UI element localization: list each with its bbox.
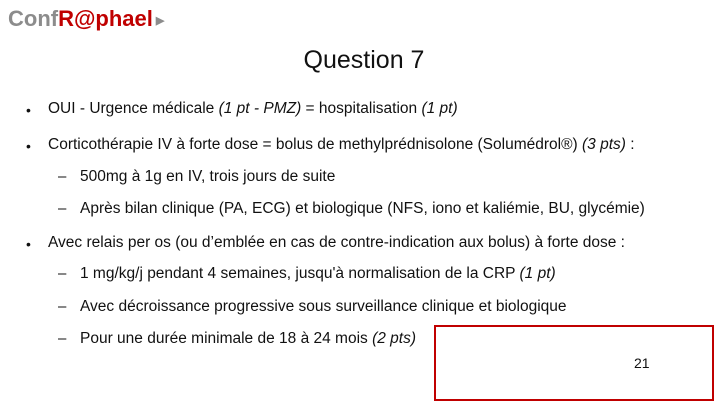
bullet-text: = hospitalisation (301, 100, 422, 117)
sub-item-text: 1 mg/kg/j pendant 4 semaines, jusqu'à normalisation de la CRP (80, 265, 520, 282)
logo-text-conf: Conf (8, 6, 59, 31)
points-label: (1 pt) (519, 265, 556, 282)
bullet-text: Corticothérapie IV à forte dose = bolus de methylprédnisolone (Solumédrol®) (48, 136, 582, 153)
bullet-urgence (48, 100, 458, 118)
page-number: 21 (634, 355, 650, 371)
sub-item-decroissance: Avec décroissance progressive sous surveillance clinique et biologique (80, 298, 567, 315)
sub-item-dose: 500mg à 1g en IV, trois jours de suite (80, 168, 336, 185)
points-label: (3 pts) (581, 136, 626, 153)
points-label: (2 pts) (372, 330, 417, 347)
points-label: (1 pt) (421, 100, 458, 117)
bullet-dot: • (26, 102, 31, 118)
points-label: (1 pt - PMZ) (218, 100, 302, 117)
logo-text-raphael: R@phael (58, 6, 153, 31)
bullet-relais: Avec relais per os (ou d’emblée en cas de contre-indication aux bolus) à forte dose : (48, 234, 625, 251)
bullet-text: : (625, 136, 635, 153)
dash-marker: – (58, 168, 67, 185)
bullet-corticotherapie (48, 136, 635, 154)
sub-item-text: Pour une durée minimale de 18 à 24 mois (80, 330, 373, 347)
bullet-dot: • (26, 236, 31, 252)
dash-marker: – (58, 200, 67, 217)
sub-item-duree (80, 330, 416, 348)
sub-item-bilan: Après bilan clinique (PA, ECG) et biologique (NFS, iono et kaliémie, BU, glycémie) (80, 200, 645, 217)
page-number-box (434, 325, 714, 401)
dash-marker: – (58, 330, 67, 347)
play-arrow-icon: ▶ (155, 15, 165, 27)
confraphael-logo (8, 6, 164, 32)
slide-title: Question 7 (303, 46, 425, 74)
dash-marker: – (58, 265, 67, 282)
bullet-dot: • (26, 138, 31, 154)
bullet-text: OUI - Urgence médicale (48, 100, 219, 117)
dash-marker: – (58, 298, 67, 315)
sub-item-posologie (80, 265, 556, 283)
